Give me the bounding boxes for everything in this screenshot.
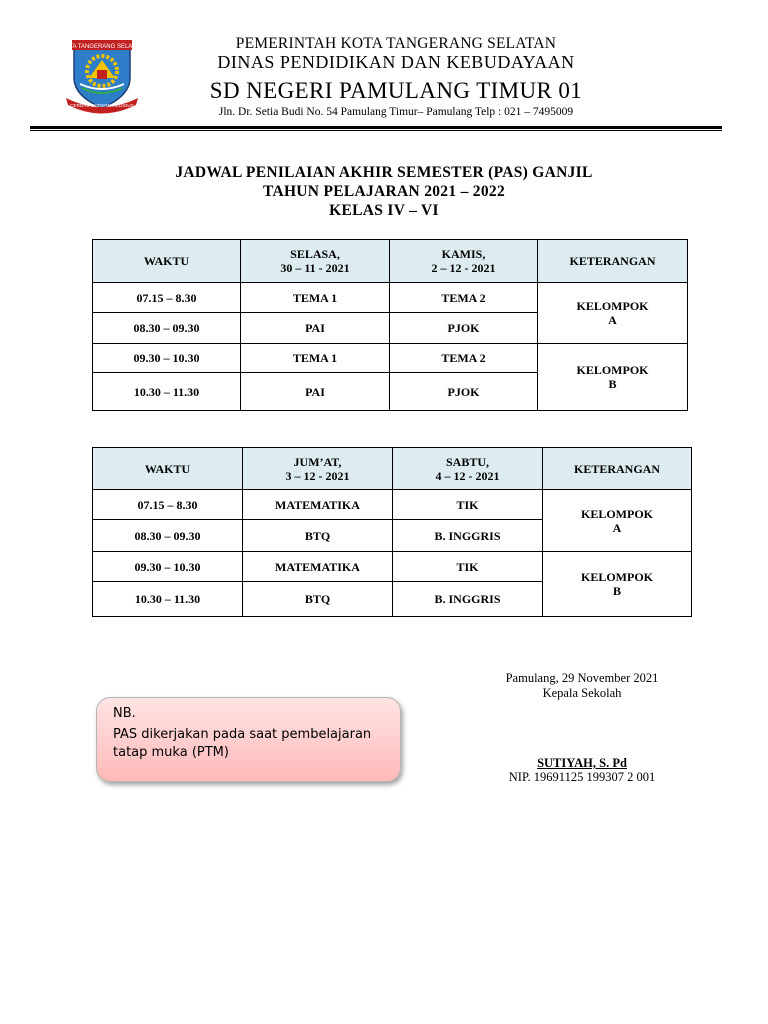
day-date: 30 – 11 - 2021 — [280, 261, 350, 275]
department-name: DINAS PENDIDIKAN DAN KEBUDAYAAN — [217, 52, 575, 72]
subject-cell: PJOK — [390, 373, 538, 411]
day-date: 4 – 12 - 2021 — [435, 468, 500, 483]
table-row — [93, 490, 692, 520]
document-title: JADWAL PENILAIAN AKHIR SEMESTER (PAS) GANJIL — [175, 164, 593, 181]
school-name: SD NEGERI PAMULANG TIMUR 01 — [209, 78, 583, 103]
subject-cell: PAI — [241, 313, 390, 344]
schedule-table-1 — [92, 239, 688, 411]
header-day-1 — [243, 448, 393, 490]
school-address: Jln. Dr. Setia Budi No. 54 Pamulang Timur– Pamulang Telp : 021 – 7495009 — [218, 106, 574, 118]
note-box — [96, 697, 401, 782]
header-day-2 — [390, 240, 538, 283]
subject-cell: B. INGGRIS — [393, 582, 543, 617]
table-row — [93, 283, 688, 313]
header-waktu: WAKTU — [93, 448, 243, 490]
group-letter: A — [608, 313, 617, 327]
group-letter: B — [608, 377, 617, 391]
schedule-table-2 — [92, 447, 692, 617]
subject-cell: TIK — [393, 490, 543, 520]
subject-cell: MATEMATIKA — [243, 552, 393, 582]
signature-name: SUTIYAH, S. Pd — [537, 756, 627, 770]
header-day-2 — [393, 448, 543, 490]
subject-cell: PJOK — [390, 313, 538, 344]
header-rule-thin — [30, 130, 722, 131]
time-cell: 08.30 – 09.30 — [93, 520, 243, 552]
subject-cell: TEMA 2 — [390, 344, 538, 373]
note-text: PAS dikerjakan pada saat pembelajaran tatap muka (PTM) — [113, 727, 372, 760]
table-row — [93, 552, 692, 582]
time-cell: 10.30 – 11.30 — [93, 373, 241, 411]
subject-cell: PAI — [241, 373, 390, 411]
class-range: KELAS IV – VI — [329, 202, 439, 219]
group-cell — [538, 283, 688, 344]
header-keterangan: KETERANGAN — [543, 448, 692, 490]
group-letter: B — [612, 584, 621, 598]
day-name: KAMIS, — [441, 247, 486, 261]
day-date: 3 – 12 - 2021 — [285, 468, 350, 483]
subject-cell: TIK — [393, 552, 543, 582]
subject-cell: TEMA 1 — [241, 283, 390, 313]
time-cell: 10.30 – 11.30 — [93, 582, 243, 617]
signature-place-date: Pamulang, 29 November 2021 — [505, 671, 659, 685]
academic-year: TAHUN PELAJARAN 2021 – 2022 — [262, 183, 506, 200]
time-cell: 08.30 – 09.30 — [93, 313, 241, 344]
table-row — [93, 344, 688, 373]
header-keterangan: KETERANGAN — [538, 240, 688, 283]
logo-banner-bottom: CERDAS MODERN RELIGIUS — [70, 103, 134, 108]
subject-cell: BTQ — [243, 582, 393, 617]
subject-cell: B. INGGRIS — [393, 520, 543, 552]
subject-cell: TEMA 2 — [390, 283, 538, 313]
table-header-row — [93, 240, 688, 283]
day-date: 2 – 12 - 2021 — [431, 261, 496, 275]
table-header-row — [93, 448, 692, 490]
time-cell: 07.15 – 8.30 — [93, 490, 243, 520]
group-label: KELOMPOK — [576, 299, 649, 313]
group-label: KELOMPOK — [581, 570, 653, 584]
group-cell — [543, 490, 692, 552]
logo-banner-top: KOTA TANGERANG SELATAN — [64, 44, 140, 50]
signature-nip: NIP. 19691125 199307 2 001 — [508, 770, 656, 784]
group-label: KELOMPOK — [581, 506, 653, 521]
subject-cell: BTQ — [243, 520, 393, 552]
day-name: SELASA, — [290, 247, 340, 261]
group-letter: A — [612, 520, 622, 535]
day-name: SABTU, — [445, 454, 489, 469]
group-label: KELOMPOK — [576, 363, 649, 377]
government-name: PEMERINTAH KOTA TANGERANG SELATAN — [235, 35, 557, 52]
header-rule-thick — [30, 126, 722, 129]
time-cell: 09.30 – 10.30 — [93, 552, 243, 582]
time-cell: 07.15 – 8.30 — [93, 283, 241, 313]
time-cell: 09.30 – 10.30 — [93, 344, 241, 373]
group-cell — [538, 344, 688, 411]
day-name: JUM’AT, — [293, 454, 342, 469]
subject-cell: MATEMATIKA — [243, 490, 393, 520]
header-day-1 — [241, 240, 390, 283]
subject-cell: TEMA 1 — [241, 344, 390, 373]
header-waktu: WAKTU — [93, 240, 241, 283]
signature-role: Kepala Sekolah — [542, 686, 622, 700]
note-title: NB. — [113, 706, 136, 721]
group-cell — [543, 552, 692, 617]
